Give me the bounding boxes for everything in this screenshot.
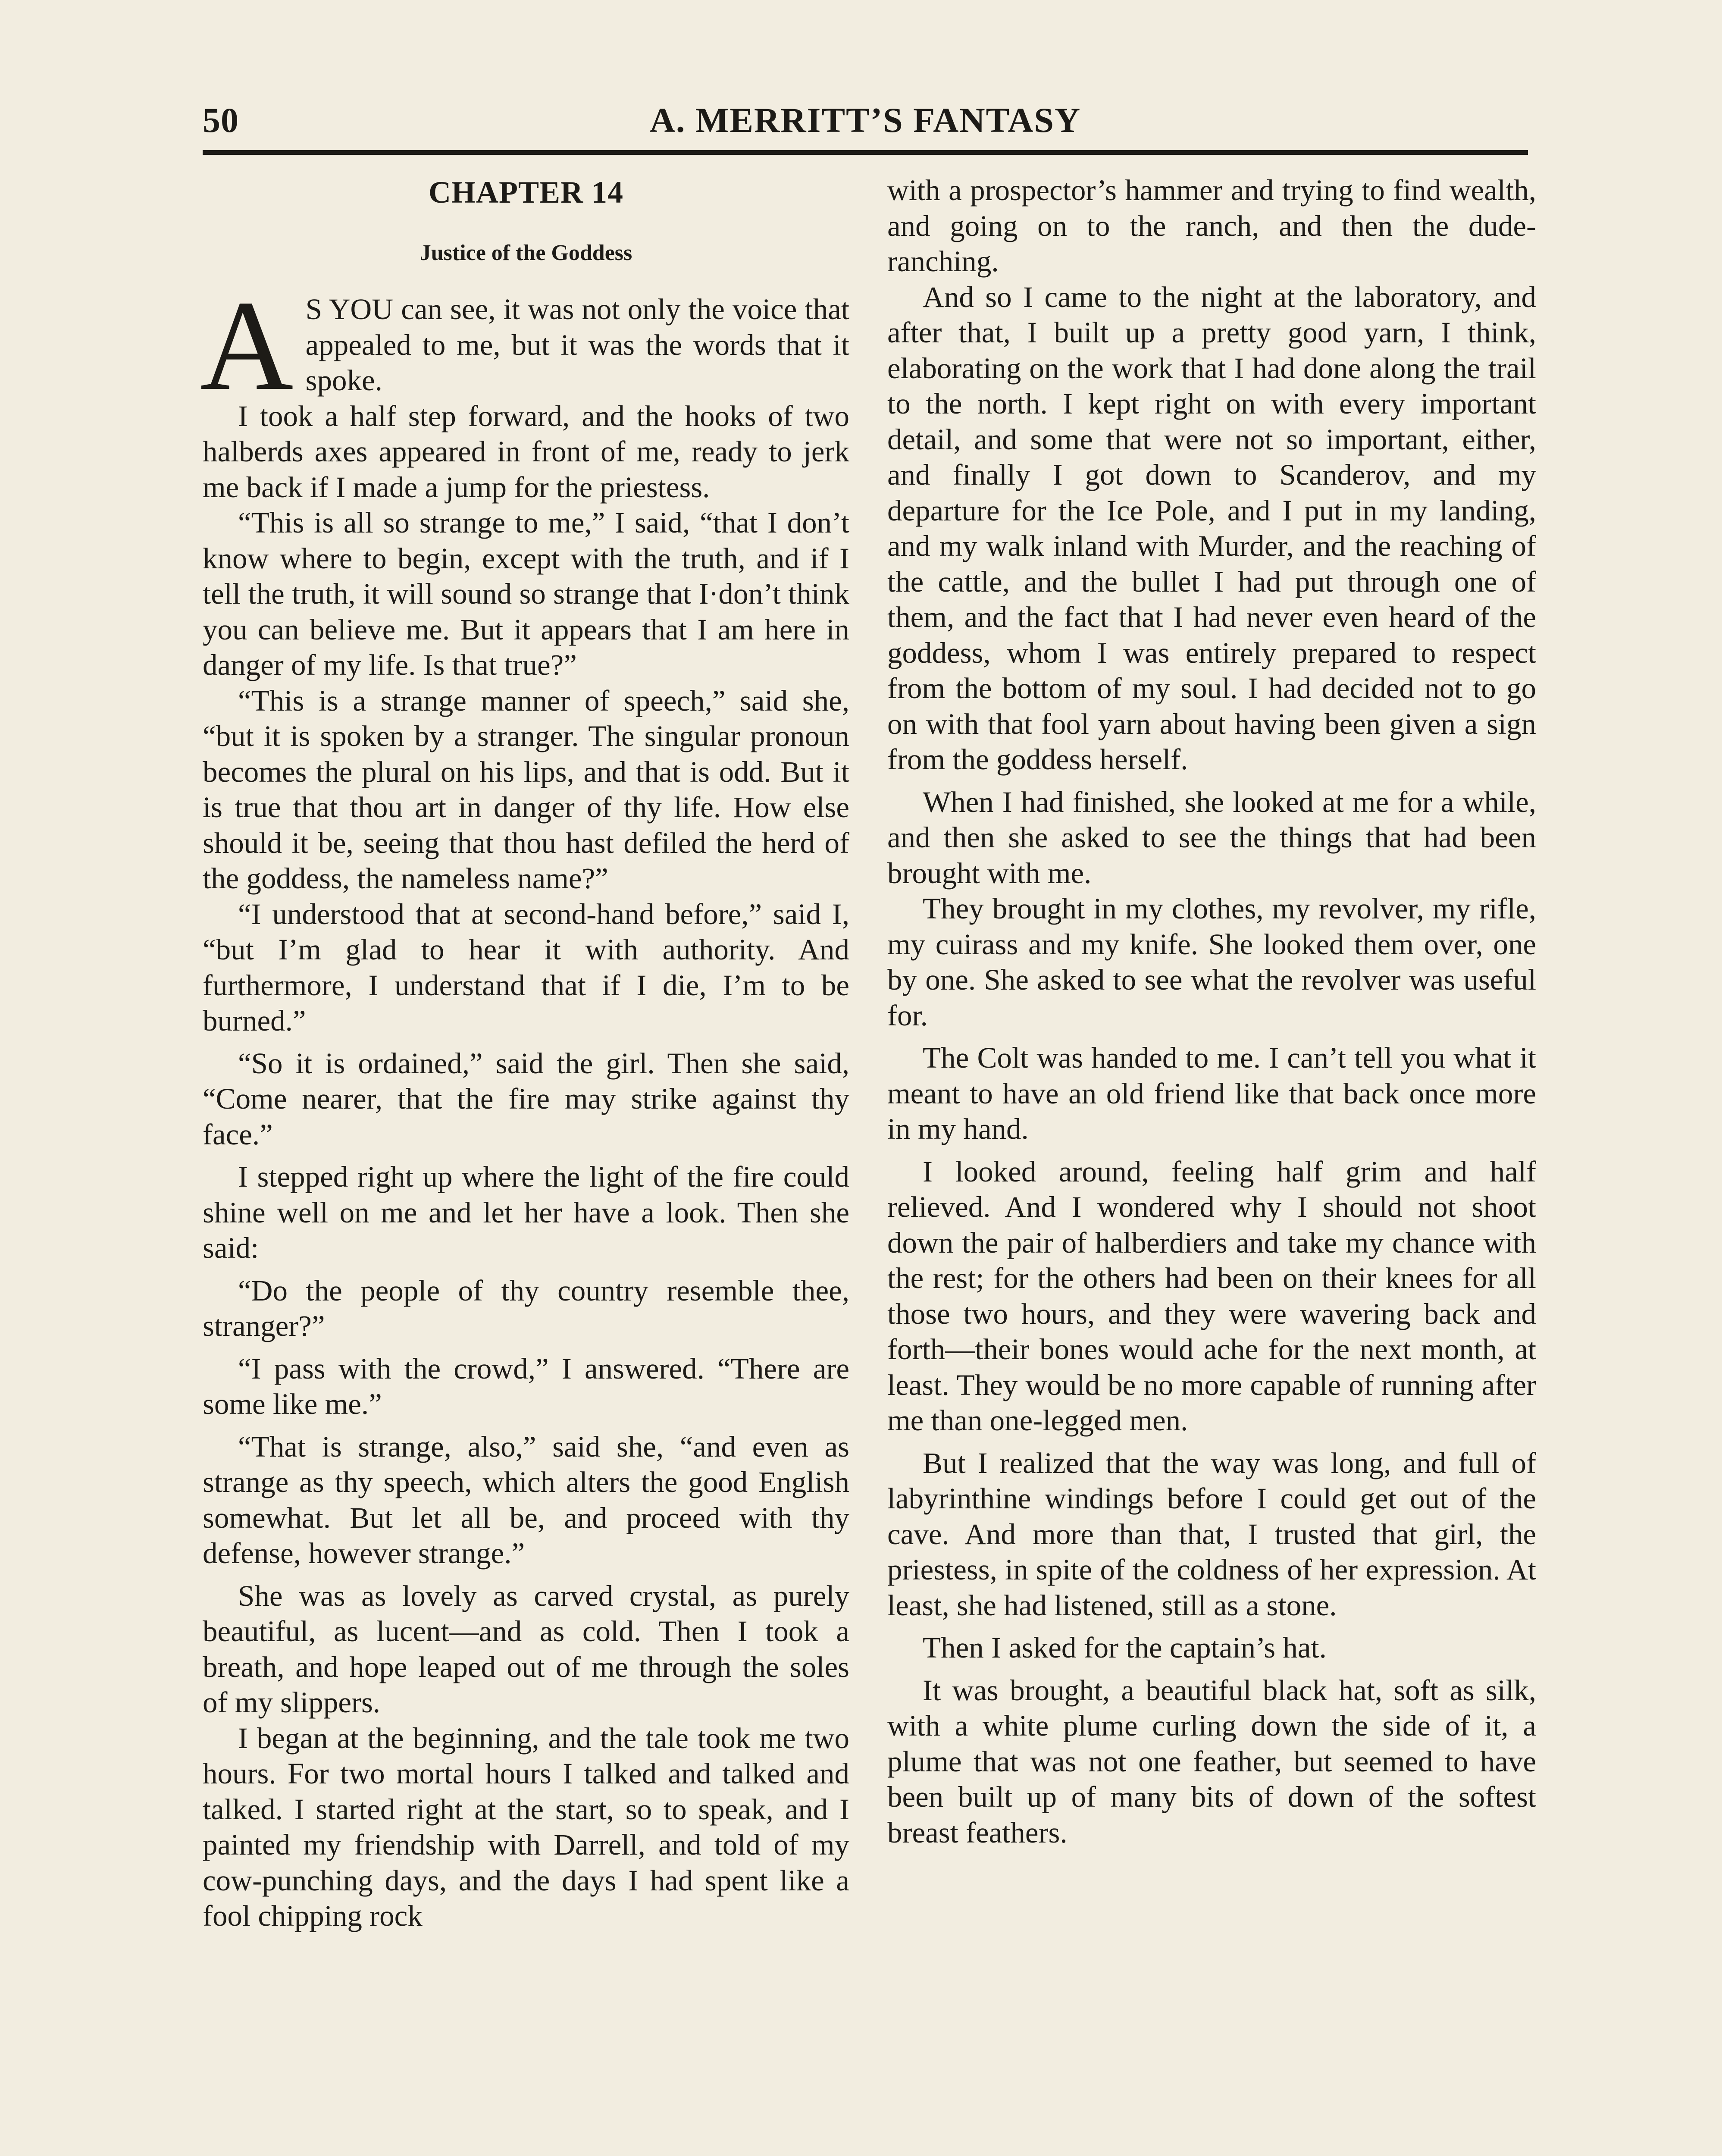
chapter-title: CHAPTER 14	[428, 175, 624, 210]
drop-cap: A	[200, 274, 294, 417]
paragraph	[200, 274, 849, 417]
paragraph: Then I asked for the captain’s hat.	[923, 1631, 1327, 1664]
running-head: A. MERRITT’S FANTASY	[649, 100, 1081, 140]
paragraph: “So it is ordained,” said the girl. Then she said, “Come nearer, that the fire may strike against thy face.”	[203, 1047, 849, 1151]
paragraph: “This is all so strange to me,” I said, “that I don’t know where to begin, except with the truth, and if I tell the truth, it will sound so strange that I·don’t think you can believe me. But it appears that I am here in danger of my life. Is that true?”	[203, 506, 849, 681]
header-rule	[203, 150, 1528, 155]
paragraph: “Do the people of thy country resemble thee, stranger?”	[203, 1274, 849, 1342]
paragraph: They brought in my clothes, my revolver, my rifle, my cuirass and my knife. She looked them over, one by one. She asked to see what the revolver was useful for.	[887, 892, 1536, 1032]
right-column	[887, 172, 1536, 1850]
paragraph: with a prospector’s hammer and trying to find wealth, and going on to the ranch, and then the dude-ranching.	[887, 174, 1536, 278]
paragraph: And so I came to the night at the laboratory, and after that, I built up a pretty good yarn, I think, elaborating on the work that I had done along the trail to the north. I kept right on with every important detail, and some that were not so important, either, and finally I got down to Scanderov, and my departure for the Ice Pole, and I put in my landing, and my walk inland with Murder, and the reaching of the cattle, and the bullet I had put through one of them, and the fact that I had never even heard of the goddess, whom I was entirely prepared to respect from the bottom of my soul. I had decided not to go on with that fool yarn about having been given a sign from the goddess herself.	[887, 280, 1536, 776]
paragraph: When I had finished, she looked at me for a while, and then she asked to see the things that had been brought with me.	[887, 785, 1536, 890]
paragraph: The Colt was handed to me. I can’t tell you what it meant to have an old friend like that back once more in my hand.	[887, 1041, 1536, 1145]
left-column	[200, 172, 849, 1934]
paragraph: She was as lovely as carved crystal, as purely beautiful, as lucent—and as cold. Then I took a breath, and hope leaped out of me through the soles of my slippers.	[203, 1579, 849, 1719]
paragraph: “I understood that at second-hand before,” said I, “but I’m glad to hear it with authority. And furthermore, I understand that if I die, I’m to be burned.”	[203, 897, 849, 1037]
paragraph: I took a half step forward, and the hooks of two halberds axes appeared in front of me, ready to jerk me back if I made a jump for the priestess.	[203, 399, 849, 504]
page-number: 50	[203, 100, 239, 140]
paragraph: “I pass with the crowd,” I answered. “There are some like me.”	[203, 1352, 849, 1420]
paragraph: “That is strange, also,” said she, “and even as strange as thy speech, which alters the good English somewhat. But let all be, and proceed with thy defense, however strange.”	[203, 1430, 849, 1570]
paragraph: It was brought, a beautiful black hat, soft as silk, with a white plume curling down the side of it, a plume that was not one feather, but seemed to have been built up of many bits of down of the softest breast feathers.	[887, 1673, 1536, 1849]
paragraph: I stepped right up where the light of the fire could shine well on me and let her have a look. Then she said:	[203, 1160, 849, 1264]
paragraph-text: S YOU can see, it was not only the voice that appealed to me, but it was the words that it spoke.	[305, 293, 849, 397]
paragraph: “This is a strange manner of speech,” said she, “but it is spoken by a stranger. The singular pronoun becomes the plural on his lips, and that is odd. But it is true that thou art in danger of thy life. How else should it be, seeing that thou hast defiled the herd of the goddess, the nameless name?”	[203, 684, 849, 895]
paragraph: I began at the beginning, and the tale took me two hours. For two mortal hours I talked and talked and talked. I started right at the start, so to speak, and I painted my friendship with Darrell, and told of my cow-punching days, and the days I had spent like a fool chipping rock	[203, 1721, 849, 1932]
paragraph: But I realized that the way was long, and full of labyrinthine windings before I could get out of the cave. And more than that, I trusted that girl, the priestess, in spite of the coldness of her expression. At least, she had listened, still as a stone.	[887, 1446, 1536, 1622]
chapter-subtitle: Justice of the Goddess	[420, 240, 632, 265]
paragraph: I looked around, feeling half grim and half relieved. And I wondered why I should not shoot down the pair of halberdiers and take my chance with the rest; for the others had been on their knees for all those two hours, and they were wavering back and forth—their bones would ache for the next month, at least. They would be no more capable of running after me than one-legged men.	[887, 1155, 1536, 1437]
